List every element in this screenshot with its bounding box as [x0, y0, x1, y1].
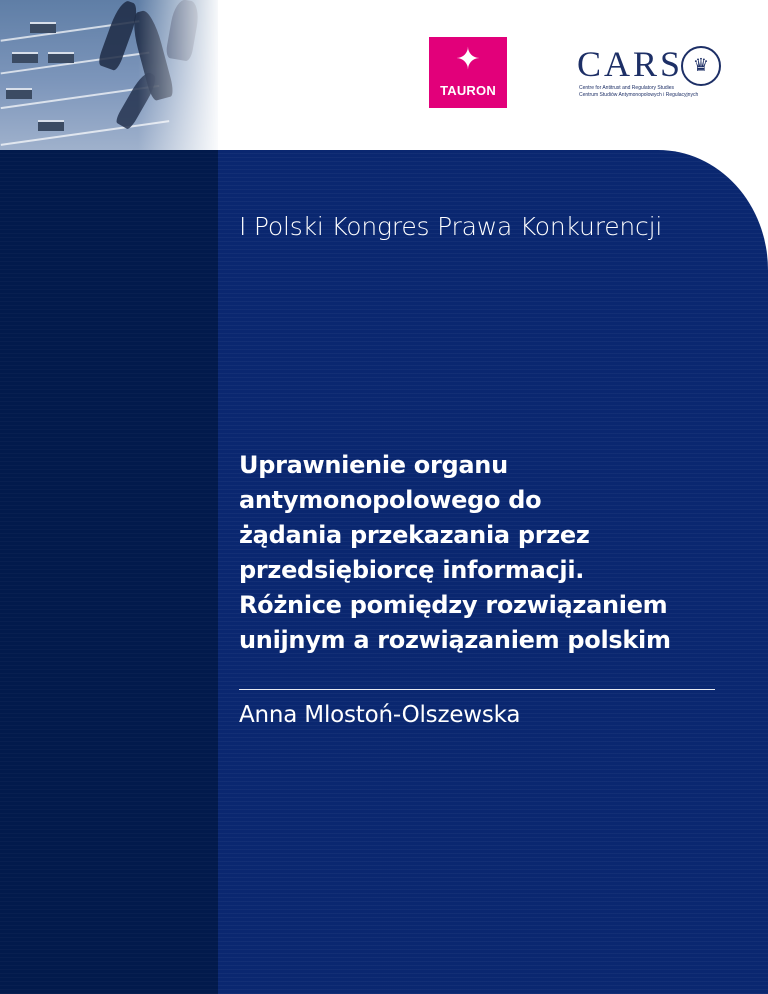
cars-logo [577, 44, 727, 106]
cars-logo-subtitle-en: Centre for Antitrust and Regulatory Studies [579, 85, 675, 91]
title-line: antymonopolowego do [239, 486, 542, 514]
document-title [239, 448, 739, 658]
university-seal-icon: ♛ [681, 46, 721, 86]
title-line: żądania przekazania przez [239, 521, 590, 549]
cars-logo-word: CARS [577, 44, 684, 84]
title-line: przedsiębiorcę informacji. [239, 556, 585, 584]
title-line: unijnym a rozwiązaniem polskim [239, 626, 671, 654]
title-divider [239, 689, 715, 690]
tauron-star-icon: ✦ [455, 42, 481, 77]
tauron-logo [429, 37, 507, 108]
author-name: Anna Mlostoń-Olszewska [239, 702, 521, 728]
tauron-logo-text: TAURON [440, 83, 496, 98]
cover-photo-athletes [0, 0, 218, 150]
cars-logo-subtitle-pl: Centrum Studiów Antymonopolowych i Regulacyjnych [579, 92, 699, 98]
title-line: Uprawnienie organu [239, 451, 508, 479]
event-name: I Polski Kongres Prawa Konkurencji [239, 212, 663, 241]
title-line: Różnice pomiędzy rozwiązaniem [239, 591, 668, 619]
cover-left-strip [0, 150, 218, 994]
